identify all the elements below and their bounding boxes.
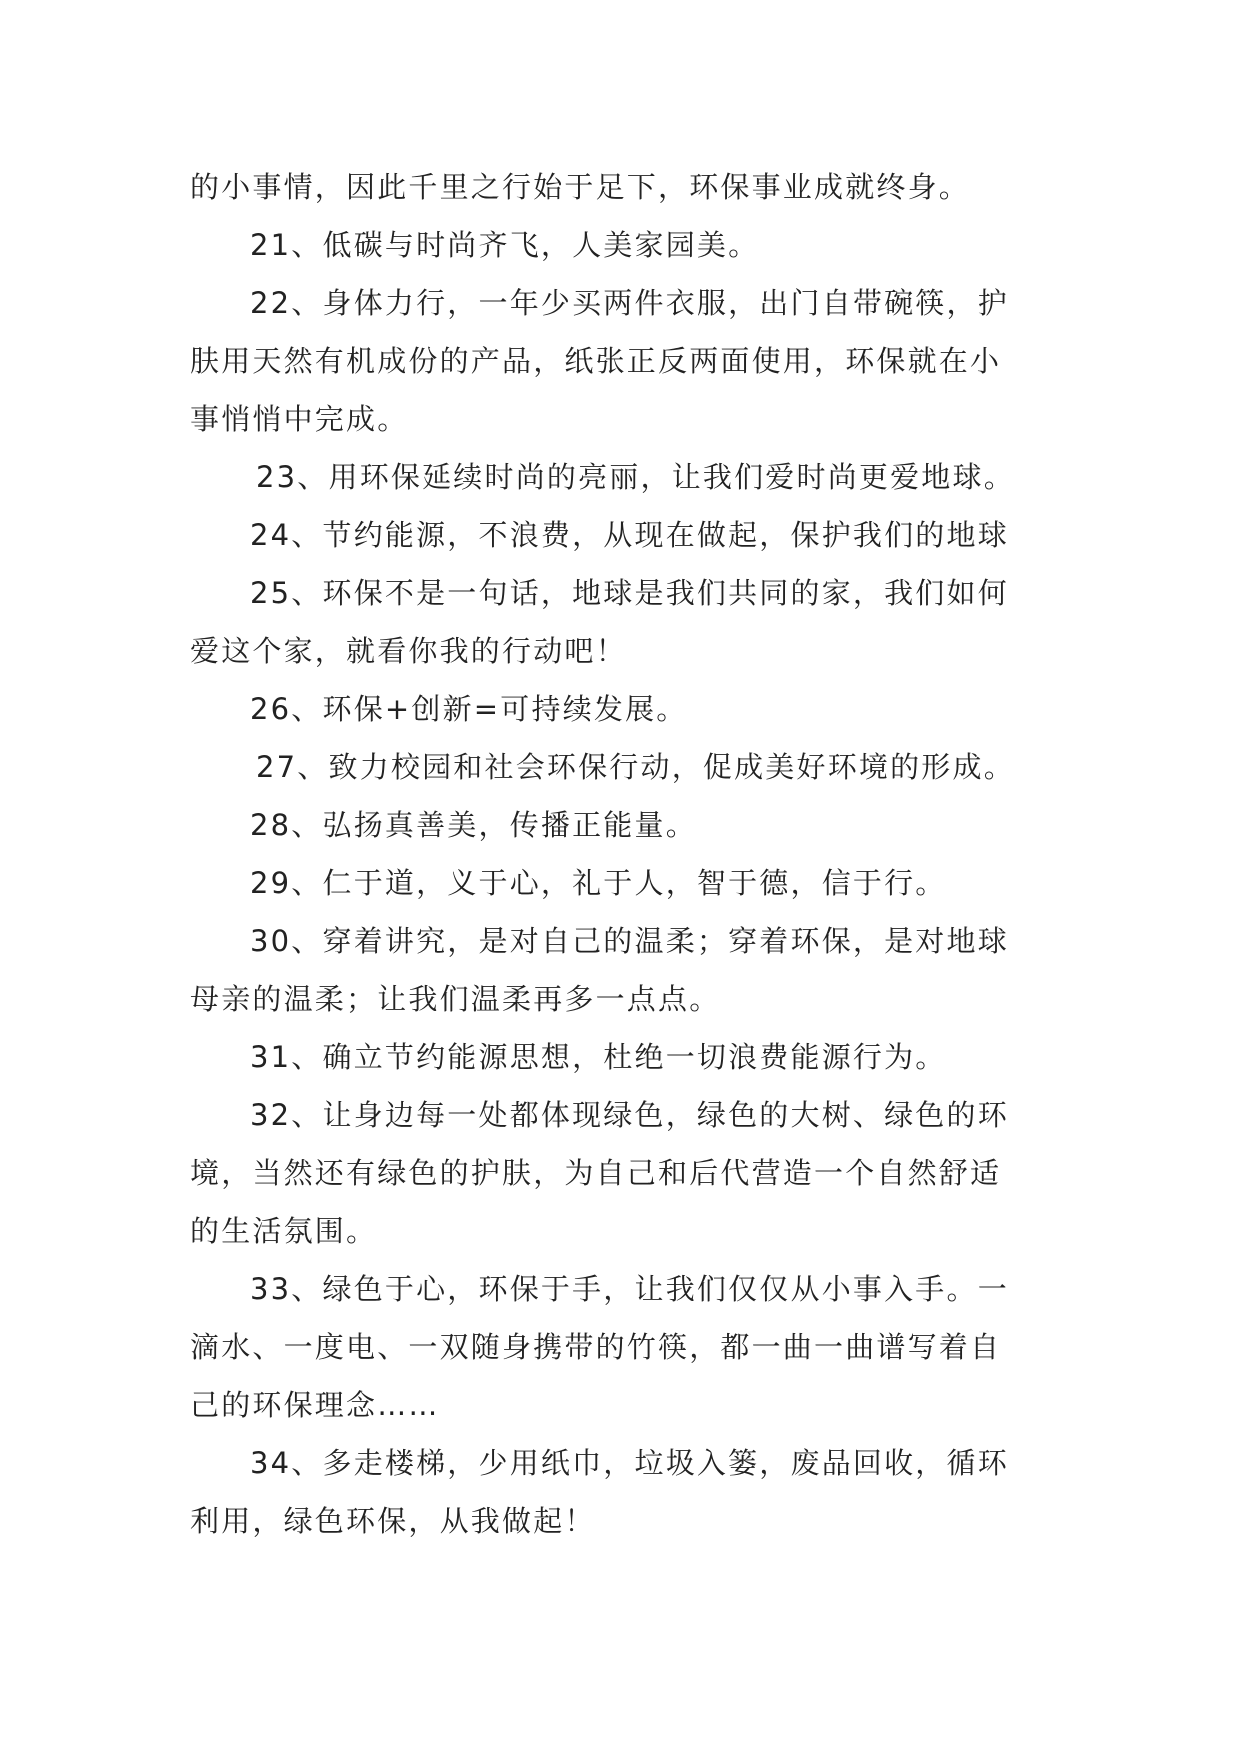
text-line: 的生活氛围。 [190,1214,378,1248]
text-line: 25、环保不是一句话，地球是我们共同的家，我们如何 [250,576,1009,610]
text-line: 32、让身边每一处都体现绿色，绿色的大树、绿色的环 [250,1098,1009,1132]
slogan-34 [190,1434,1050,1550]
text-line: 22、身体力行，一年少买两件衣服，出门自带碗筷，护 [250,286,1009,320]
text-line: 利用，绿色环保，从我做起！ [190,1504,596,1538]
slogan-27 [190,738,1050,796]
text-line: 27、致力校园和社会环保行动，促成美好环境的形成。 [256,750,1015,784]
slogan-32 [190,1086,1050,1260]
text-line: 事悄悄中完成。 [190,402,409,436]
text-line: 境，当然还有绿色的护肤，为自己和后代营造一个自然舒适 [190,1156,1002,1190]
slogan-33 [190,1260,1050,1434]
slogan-30 [190,912,1050,1028]
text-line: 母亲的温柔；让我们温柔再多一点点。 [190,982,721,1016]
text-line: 的小事情，因此千里之行始于足下，环保事业成就终身。 [190,170,971,204]
text-line: 23、用环保延续时尚的亮丽，让我们爱时尚更爱地球。 [256,460,1015,494]
text-line: 肤用天然有机成份的产品，纸张正反两面使用，环保就在小 [190,344,1002,378]
text-line: 30、穿着讲究，是对自己的温柔；穿着环保，是对地球 [250,924,1009,958]
text-line: 33、绿色于心，环保于手，让我们仅仅从小事入手。一 [250,1272,1009,1306]
slogan-22 [190,274,1050,448]
text-line: 28、弘扬真善美，传播正能量。 [250,808,697,842]
paragraph-continuation [190,158,1050,216]
text-line: 31、确立节约能源思想，杜绝一切浪费能源行为。 [250,1040,947,1074]
slogan-29 [190,854,1050,912]
text-line: 滴水、一度电、一双随身携带的竹筷，都一曲一曲谱写着自 [190,1330,1002,1364]
slogan-31 [190,1028,1050,1086]
text-line: 29、仁于道，义于心，礼于人，智于德，信于行。 [250,866,947,900]
text-line: 26、环保+创新=可持续发展。 [250,692,688,726]
text-line: 21、低碳与时尚齐飞，人美家园美。 [250,228,760,262]
text-line: 24、节约能源，不浪费，从现在做起，保护我们的地球 [250,518,1009,552]
slogan-25 [190,564,1050,680]
slogan-21 [190,216,1050,274]
slogan-28 [190,796,1050,854]
document-body [190,158,1050,1550]
slogan-23 [190,448,1050,506]
slogan-26 [190,680,1050,738]
text-line: 34、多走楼梯，少用纸巾，垃圾入篓，废品回收，循环 [250,1446,1009,1480]
text-line: 爱这个家，就看你我的行动吧！ [190,634,627,668]
text-line: 己的环保理念…… [190,1388,440,1422]
slogan-24 [190,506,1050,564]
